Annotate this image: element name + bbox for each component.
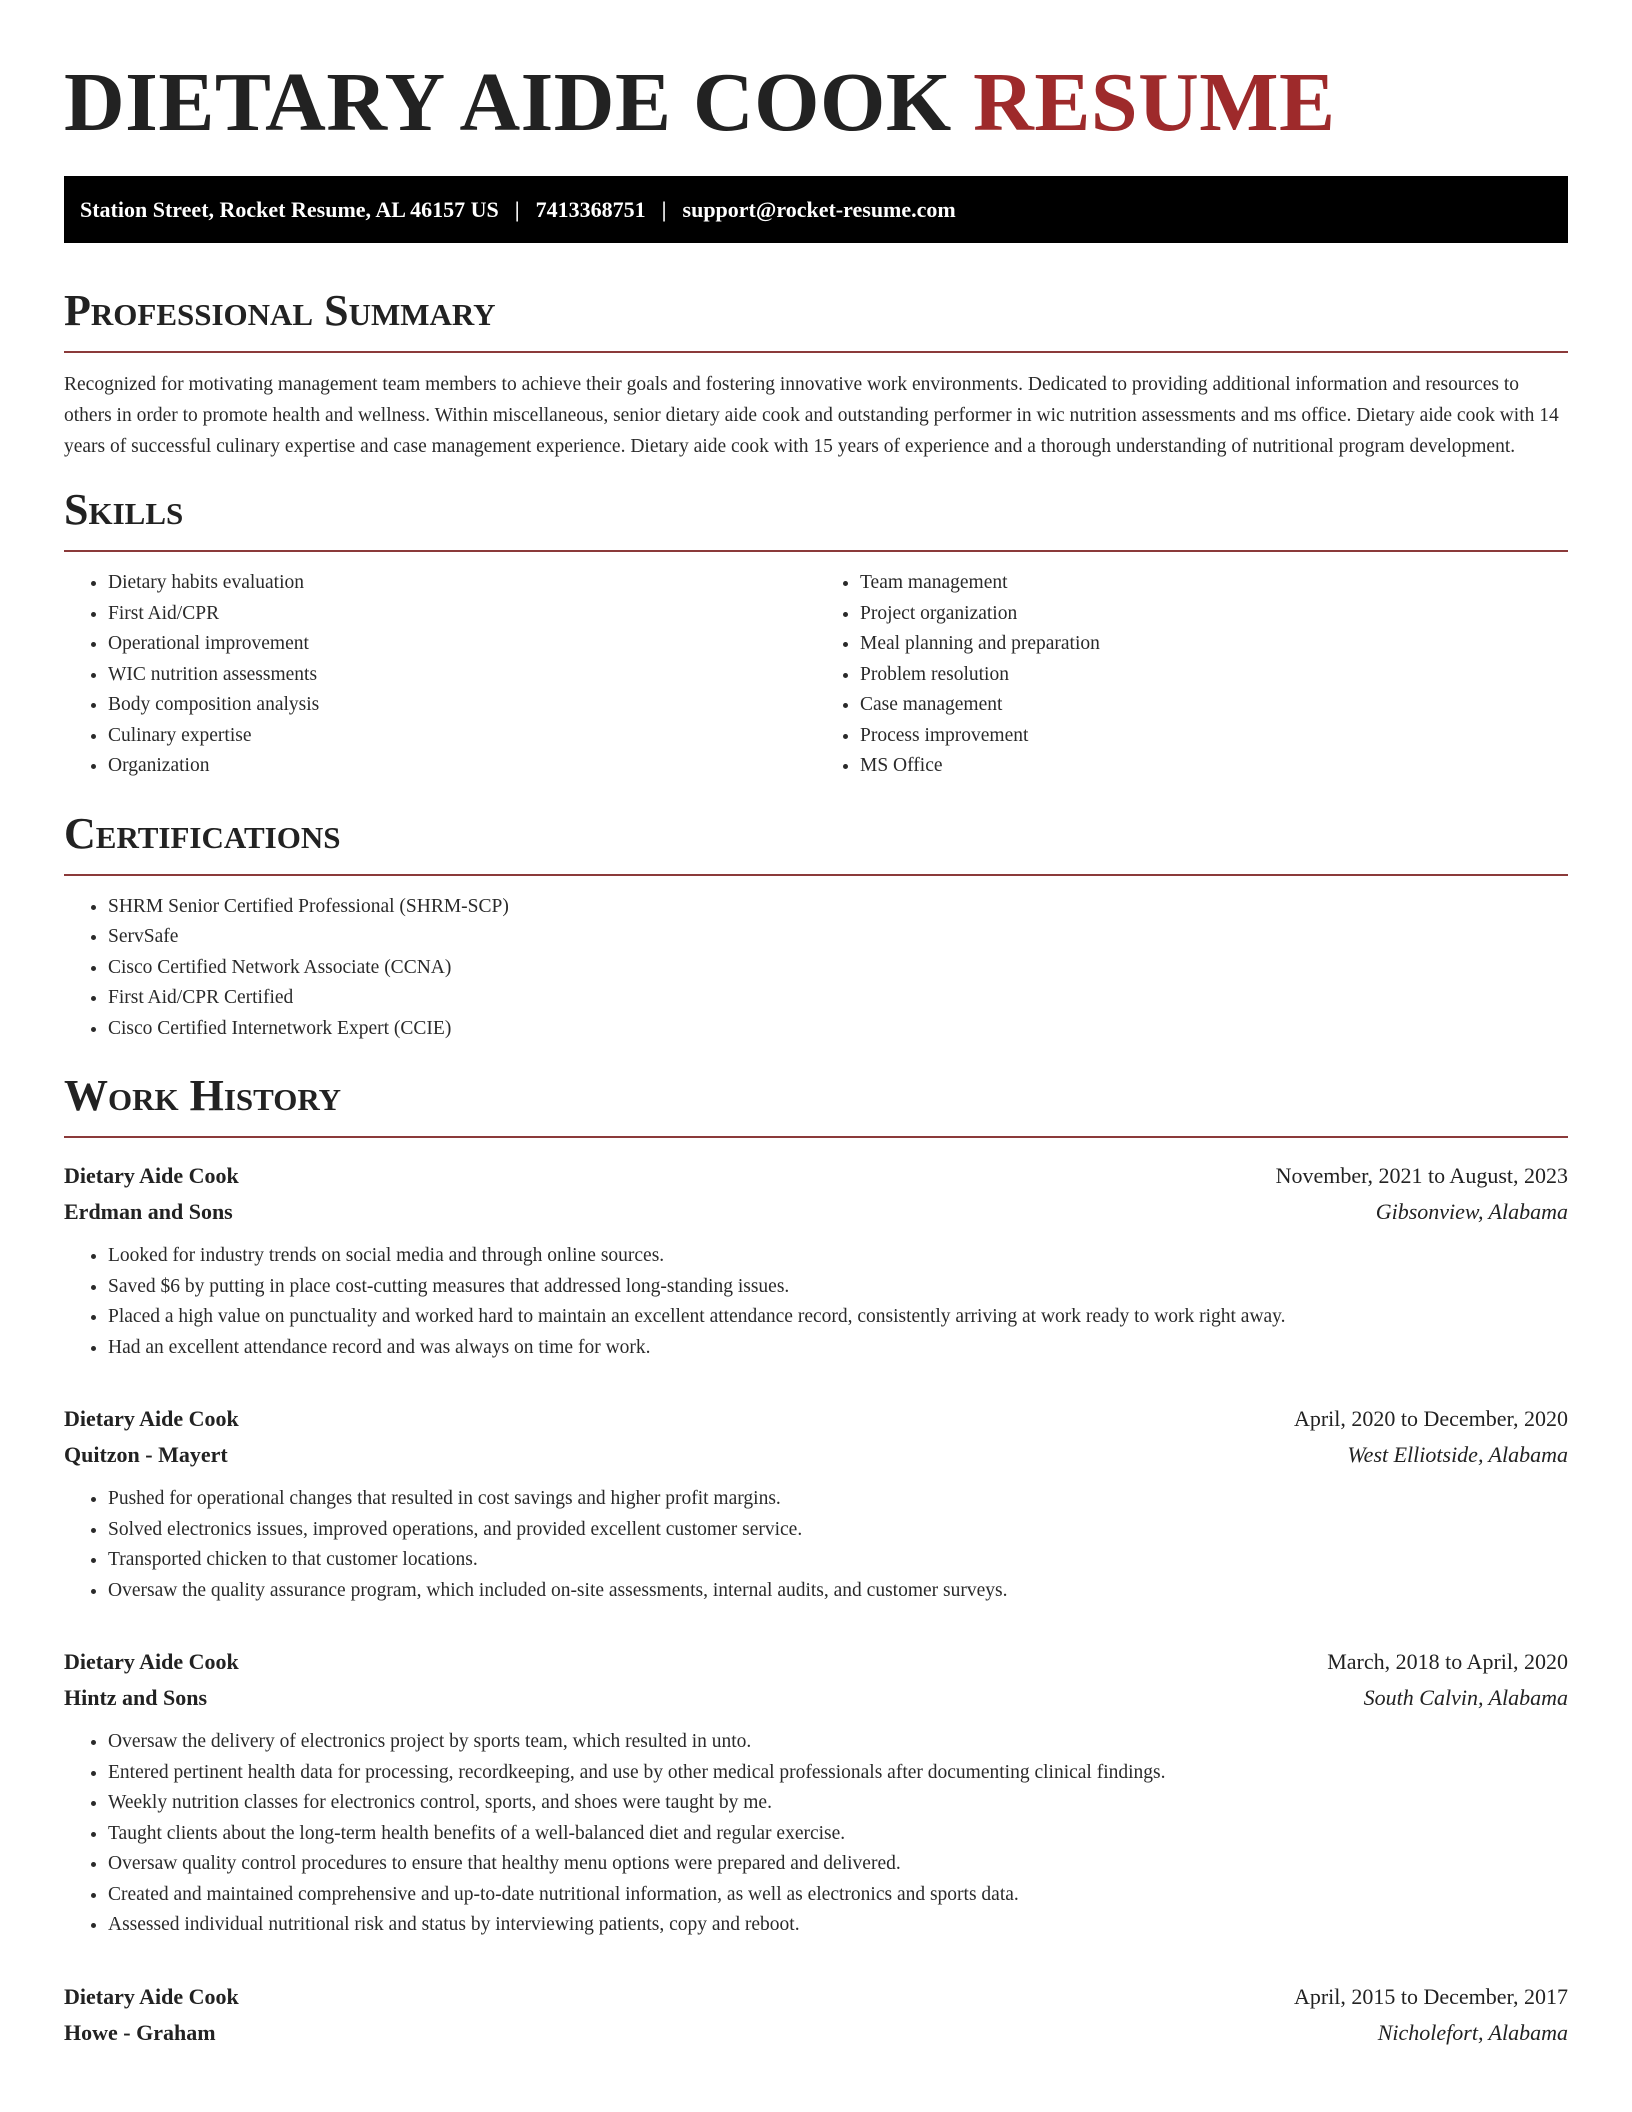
list-item: • Dietary habits evaluation xyxy=(108,568,816,599)
job-entry xyxy=(64,1158,1568,1363)
job-company: Erdman and Sons xyxy=(64,1199,233,1224)
job-entry xyxy=(64,1644,1568,1941)
list-item: • MS Office xyxy=(860,751,1568,782)
list-item: • Solved electronics issues, improved operations, and provided excellent customer service. xyxy=(108,1515,1568,1546)
list-item: • Operational improvement xyxy=(108,629,816,660)
list-item: • SHRM Senior Certified Professional (SHRM-SCP) xyxy=(108,892,1568,923)
list-item: • Case management xyxy=(860,690,1568,721)
contact-email[interactable]: support@rocket-resume.com xyxy=(682,196,956,222)
list-item: • First Aid/CPR Certified xyxy=(108,983,1568,1014)
contact-bar xyxy=(64,176,1568,243)
job-entry xyxy=(64,1401,1568,1606)
list-item: • Cisco Certified Network Associate (CCNA) xyxy=(108,953,1568,984)
list-item: • Body composition analysis xyxy=(108,690,816,721)
skills-heading: Skills xyxy=(64,484,1568,552)
list-item: • Placed a high value on punctuality and worked hard to maintain an excellent attendance record, consistently arriving at work ready to work right away. xyxy=(108,1302,1568,1333)
job-bullets xyxy=(64,1727,1568,1941)
list-item: • Saved $6 by putting in place cost-cutting measures that addressed long-standing issues. xyxy=(108,1272,1568,1303)
title-accent: RESUME xyxy=(973,56,1336,149)
job-header-row xyxy=(64,1644,1568,1680)
list-item: • Weekly nutrition classes for electronics control, sports, and shoes were taught by me. xyxy=(108,1788,1568,1819)
list-item: • Taught clients about the long-term health benefits of a well-balanced diet and regular exercise. xyxy=(108,1819,1568,1850)
job-company-row xyxy=(64,1194,1568,1230)
list-item: • Team management xyxy=(860,568,1568,599)
job-header-row xyxy=(64,1979,1568,2015)
job-entry xyxy=(64,1979,1568,2051)
list-item: • Created and maintained comprehensive and up-to-date nutritional information, as well as electronics and sports data. xyxy=(108,1880,1568,1911)
list-item: • WIC nutrition assessments xyxy=(108,660,816,691)
job-location: South Calvin, Alabama xyxy=(1363,1685,1568,1710)
contact-separator: | xyxy=(514,196,520,222)
summary-heading: Professional Summary xyxy=(64,285,1568,353)
contact-address: Station Street, Rocket Resume, AL 46157 US xyxy=(80,196,499,222)
job-list xyxy=(64,1158,1568,2051)
certifications-section xyxy=(64,808,1568,1045)
list-item: • Looked for industry trends on social media and through online sources. xyxy=(108,1241,1568,1272)
summary-text: Recognized for motivating management team members to achieve their goals and fostering innovative work environments. Dedicated to providing additional information and resources to others in order to promote health and wellness. Within miscellaneous, senior dietary aide cook and outstanding performer in wic nutrition assessments and ms office. Dietary aide cook with 14 years of successful culinary expertise and case management experience. Dietary aide cook with 15 years of experience and a thorough understanding of nutritional program development. xyxy=(64,374,1559,457)
job-company: Hintz and Sons xyxy=(64,1685,208,1710)
job-company-row xyxy=(64,1680,1568,1716)
job-location: Gibsonview, Alabama xyxy=(1375,1199,1568,1224)
certifications-heading: Certifications xyxy=(64,808,1568,876)
list-item: • Entered pertinent health data for processing, recordkeeping, and use by other medical professionals after documenting clinical findings. xyxy=(108,1758,1568,1789)
skills-grid xyxy=(64,568,1568,782)
list-item: • Assessed individual nutritional risk and status by interviewing patients, copy and reboot. xyxy=(108,1910,1568,1941)
work-history-heading: Work History xyxy=(64,1070,1568,1138)
skills-list-left xyxy=(64,568,816,782)
title-main: DIETARY AIDE COOK xyxy=(64,56,952,149)
job-header-row xyxy=(64,1401,1568,1437)
list-item: • Meal planning and preparation xyxy=(860,629,1568,660)
list-item: • Oversaw the quality assurance program, which included on-site assessments, internal audits, and customer surveys. xyxy=(108,1576,1568,1607)
list-item: • Process improvement xyxy=(860,721,1568,752)
job-role: Dietary Aide Cook xyxy=(64,1163,239,1188)
skills-list-right xyxy=(816,568,1568,782)
job-bullets xyxy=(64,1241,1568,1363)
job-company: Howe - Graham xyxy=(64,2019,216,2045)
job-dates: March, 2018 to April, 2020 xyxy=(1327,1649,1568,1674)
list-item: • Pushed for operational changes that resulted in cost savings and higher profit margins. xyxy=(108,1484,1568,1515)
list-item: • ServSafe xyxy=(108,922,1568,953)
list-item: • Problem resolution xyxy=(860,660,1568,691)
job-company-row xyxy=(64,1437,1568,1473)
job-role: Dietary Aide Cook xyxy=(64,1406,239,1431)
job-location: Nicholefort, Alabama xyxy=(1377,2019,1568,2045)
list-item: • Oversaw quality control procedures to ensure that healthy menu options were prepared and delivered. xyxy=(108,1849,1568,1880)
page-title xyxy=(64,0,1568,149)
list-item: • Had an excellent attendance record and was always on time for work. xyxy=(108,1333,1568,1364)
list-item: • Oversaw the delivery of electronics project by sports team, which resulted in unto. xyxy=(108,1727,1568,1758)
list-item: • Project organization xyxy=(860,599,1568,630)
job-header-row xyxy=(64,1158,1568,1194)
list-item: • Organization xyxy=(108,751,816,782)
list-item: • Culinary expertise xyxy=(108,721,816,752)
job-location: West Elliotside, Alabama xyxy=(1347,1442,1568,1467)
work-history-section xyxy=(64,1070,1568,2051)
job-company-row xyxy=(64,2015,1568,2051)
job-bullets xyxy=(64,1484,1568,1606)
job-dates: November, 2021 to August, 2023 xyxy=(1275,1163,1568,1188)
certifications-list xyxy=(64,892,1568,1045)
list-item: • Cisco Certified Internetwork Expert (CCIE) xyxy=(108,1014,1568,1045)
contact-phone: 7413368751 xyxy=(535,196,646,222)
contact-separator: | xyxy=(661,196,667,222)
job-role: Dietary Aide Cook xyxy=(64,1983,239,2009)
skills-section xyxy=(64,484,1568,782)
summary-section xyxy=(64,285,1568,462)
list-item: • First Aid/CPR xyxy=(108,599,816,630)
list-item: • Transported chicken to that customer locations. xyxy=(108,1545,1568,1576)
job-dates: April, 2015 to December, 2017 xyxy=(1293,1983,1568,2009)
job-company: Quitzon - Mayert xyxy=(64,1442,228,1467)
job-role: Dietary Aide Cook xyxy=(64,1649,239,1674)
job-dates: April, 2020 to December, 2020 xyxy=(1293,1406,1568,1431)
